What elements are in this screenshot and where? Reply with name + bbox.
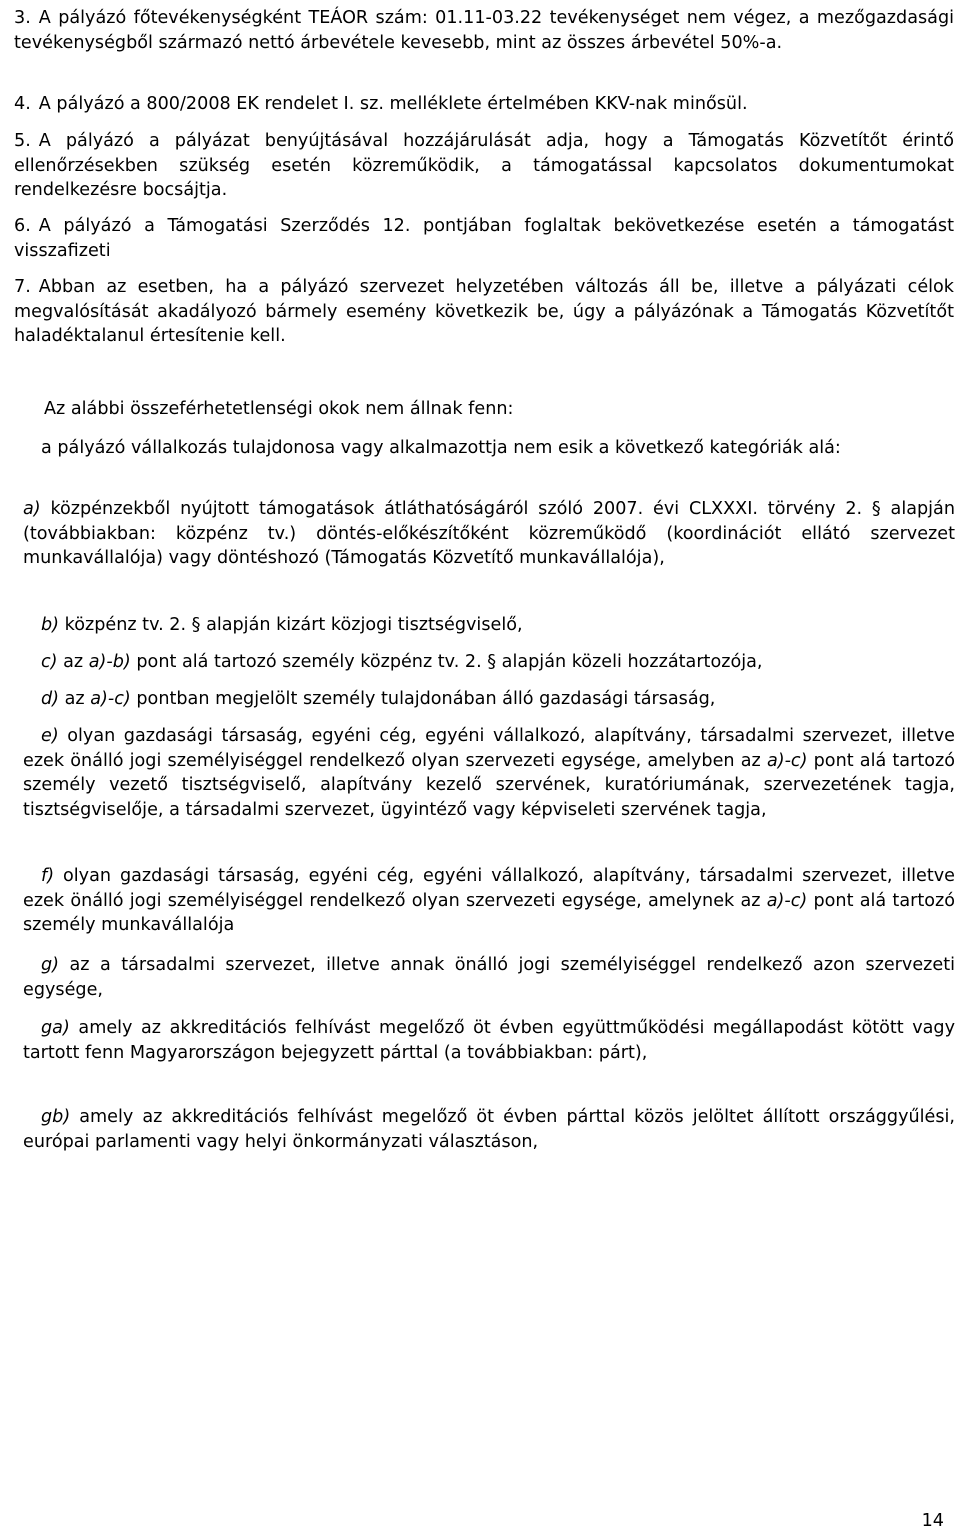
item-number: 3. bbox=[14, 8, 31, 28]
clause-text: közpénz tv. 2. § alapján kizárt közjogi tisztségviselő, bbox=[64, 615, 523, 635]
clause-f bbox=[23, 864, 955, 938]
intro-paragraph bbox=[23, 436, 955, 461]
clause-text: az a társadalmi szervezet, illetve annak önálló jogi személyiséggel rendelkező azon szervezeti egysége, bbox=[23, 955, 955, 1000]
clause-prefix: az bbox=[64, 689, 85, 709]
item-number: 4. bbox=[14, 94, 31, 114]
list-item-6 bbox=[14, 214, 954, 263]
clause-label: a) bbox=[23, 499, 41, 519]
clause-label: f) bbox=[41, 866, 55, 886]
item-text: A pályázó a pályázat benyújtásával hozzájárulását adja, hogy a Támogatás Közvetítőt érintő ellenőrzésekben szükség esetén közreműködik, a támogatással kapcsolatos dokumentumokat rendelkezésre bocsájtja. bbox=[14, 131, 954, 200]
clause-e bbox=[23, 724, 955, 822]
item-text: Abban az esetben, ha a pályázó szervezet helyzetében változás áll be, illetve a pályázati célok megvalósítását akadályozó bármely esemény következik be, úgy a pályázónak a Támogatás Közvetítőt haladéktalanul értesítenie kell. bbox=[14, 277, 954, 346]
item-number: 5. bbox=[14, 131, 31, 151]
clause-g bbox=[23, 953, 955, 1002]
item-number: 7. bbox=[14, 277, 31, 297]
clause-text: amely az akkreditációs felhívást megelőző öt évben párttal közös jelöltet állított országgyűlési, európai parlamenti vagy helyi önkormányzati választáson, bbox=[23, 1107, 956, 1152]
clause-d bbox=[23, 687, 955, 712]
intro-text: a pályázó vállalkozás tulajdonosa vagy alkalmazottja nem esik a következő kategóriák alá: bbox=[41, 438, 841, 458]
clause-reference: a)-c) bbox=[90, 689, 131, 709]
clause-gb bbox=[23, 1105, 955, 1154]
clause-label: b) bbox=[41, 615, 60, 635]
list-item-5 bbox=[14, 129, 954, 203]
clause-prefix: az bbox=[63, 652, 84, 672]
clause-text: amely az akkreditációs felhívást megelőző öt évben együttműködési megállapodást kötött vagy tartott fenn Magyarországon bejegyzett párttal (a továbbiakban: párt), bbox=[23, 1018, 956, 1063]
item-text: A pályázó a Támogatási Szerződés 12. pontjában foglaltak bekövetkezése esetén a támogatást visszafizeti bbox=[14, 216, 954, 261]
clause-c bbox=[23, 650, 955, 675]
clause-reference: a)-c) bbox=[766, 750, 808, 771]
item-number: 6. bbox=[14, 216, 31, 236]
item-text: A pályázó főtevékenységként TEÁOR szám: 01.11-03.22 tevékenységet nem végez, a mezőgazdasági tevékenységből származó nettó árbevétele kevesebb, mint az összes árbevétel 50%-a. bbox=[14, 8, 954, 53]
clause-text: pont alá tartozó személy közpénz tv. 2. § alapján közeli hozzátartozója, bbox=[136, 652, 763, 672]
clause-b bbox=[23, 613, 955, 638]
clause-text-continued: pont alá tartozó személy vezető tisztségviselő, alapítvány kezelő szervének, kuratóriumának, szervezetének tagja, tisztségviselője, a társadalmi szervezet, ügyintéző vagy képviseleti szervének tagja, bbox=[23, 750, 955, 820]
section-heading: Az alábbi összeférhetetlenségi okok nem állnak fenn: bbox=[44, 399, 514, 419]
list-item-3 bbox=[14, 6, 954, 55]
clause-text-continued: pont alá tartozó személy munkavállalója bbox=[23, 890, 955, 935]
clause-label: c) bbox=[41, 652, 58, 672]
clause-a bbox=[23, 497, 955, 571]
clause-text: olyan gazdasági társaság, egyéni cég, egyéni vállalkozó, alapítvány, társadalmi szervezet, illetve ezek önálló jogi személyiséggel rendelkező olyan szervezeti egysége, amelyben az bbox=[23, 726, 956, 771]
page-number: 14 bbox=[921, 1511, 944, 1531]
clause-text: olyan gazdasági társaság, egyéni cég, egyéni vállalkozó, alapítvány, társadalmi szervezet, illetve ezek önálló jogi személyiséggel rendelkező olyan szervezeti egysége, amelynek az bbox=[23, 866, 956, 911]
list-item-7 bbox=[14, 275, 954, 349]
clause-label: d) bbox=[41, 689, 60, 709]
clause-text: közpénzekből nyújtott támogatások átláthatóságáról szóló 2007. évi CLXXXI. törvény 2. § alapján (továbbiakban: közpénz tv.) döntés-előkészítőként közreműködő (koordinációt ellátó szervezet munkavállalója) vagy döntéshozó (Támogatás Közvetítő munkavállalója), bbox=[23, 499, 955, 568]
clause-label: gb) bbox=[41, 1107, 71, 1127]
clause-label: ga) bbox=[41, 1018, 70, 1038]
clause-reference: a)-b) bbox=[88, 652, 131, 672]
clause-label: g) bbox=[41, 955, 60, 975]
clause-reference: a)-c) bbox=[766, 890, 808, 911]
clause-ga bbox=[23, 1016, 955, 1065]
item-text: A pályázó a 800/2008 EK rendelet I. sz. melléklete értelmében KKV-nak minősül. bbox=[38, 94, 748, 114]
list-item-4 bbox=[14, 92, 954, 117]
clause-label: e) bbox=[41, 726, 59, 746]
clause-text: pontban megjelölt személy tulajdonában álló gazdasági társaság, bbox=[136, 689, 716, 709]
